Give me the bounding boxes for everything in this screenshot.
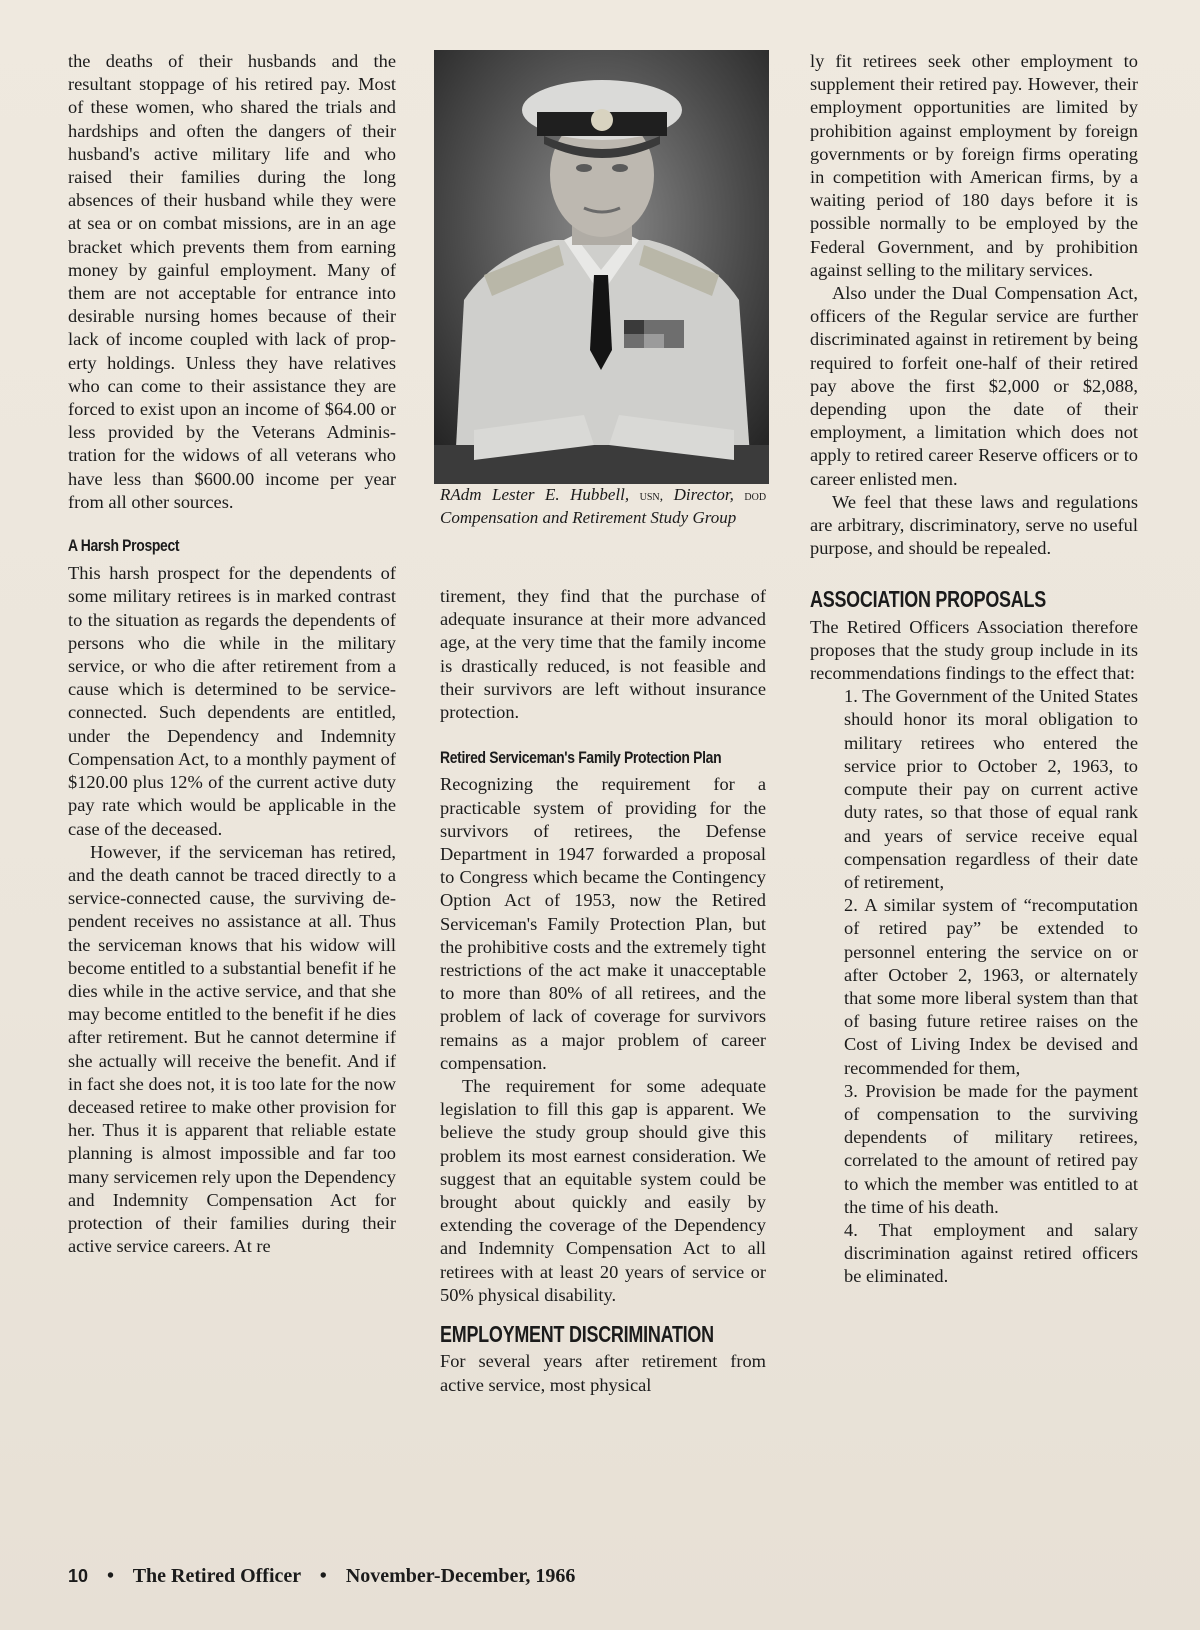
caption-role: Director, (673, 485, 734, 504)
issue-date: November-December, 1966 (345, 1565, 576, 1587)
section-heading-large: ASSOCIATION PROPOSALS (810, 586, 1046, 613)
publication-title: The Retired Officer (132, 1565, 301, 1587)
footer-bullet: • (107, 1565, 115, 1587)
paragraph: the deaths of their husbands and the resultant stoppage of his retired pay. Most of these women, who shared the trials and hardships and often the dangers of their husband's active military life and who raised their families during the long absences of their husband while they were at sea or on combat missions, are in an age bracket which prevents them from earning money by gainful employment. Many of them are not acceptable for entrance into desirable nursing homes because of their lack of income coupled with lack of property holdings. Unless they have relatives who can come to their assistance they are forced to exist upon an income of $64.00 or less provided by the Veterans Administration for the widows of all veterans who have less than $600.00 income per year from all other sources. (68, 51, 396, 512)
portrait-photo (434, 50, 769, 484)
footer-bullet: • (319, 1565, 327, 1587)
page-number: 10 (68, 1566, 89, 1586)
paragraph: Recognizing the requirement for a practicable system of providing for the survivors of retirees, the Defense Department in 1947 forwarded a proposal to Congress which became the Contingency Option Act of 1953, now the Retired Serviceman's Family Protection Plan, but the prohibitive costs and the extremely tight restrictions of the act make it unacceptable to more than 80% of all retirees, and the problem of lack of coverage for survivors remains as a major problem of career compensation. (440, 774, 766, 1073)
caption-name: RAdm Lester E. Hubbell, (440, 485, 630, 504)
photo-caption (440, 484, 766, 528)
paragraph: The Retired Officers Association therefore proposes that the study group include in its recommendations findings to the effect that: (810, 616, 1138, 684)
caption-group: Compensation and Retirement Study Group (440, 508, 737, 527)
section-heading: Retired Serviceman's Family Protection Plan (440, 748, 722, 768)
paragraph: However, if the serviceman has retired, and the death cannot be traced directly to a service-connected cause, the surviving dependent receives no assistance at all. Thus the serviceman knows that his widow will become entitled to a substantial benefit if he dies while in the active service, and that she may become entitled to the benefit if he dies after retirement. But he cannot determine if she actually will receive the benefit. And if in fact she does not, it is too late for the now deceased retiree to make other provision for her. Thus it is apparent that reliable estate planning is almost impossible and far too many servicemen rely upon the Dependency and Indemnity Compensation Act for protection of their families during their active service careers. At re (68, 841, 396, 1257)
paragraph: We feel that these laws and regulations are arbitrary, discriminatory, serve no useful purpose, and should be repealed. (810, 491, 1138, 559)
officer-portrait-image (434, 50, 769, 484)
proposal-item: 1. The Government of the United States should honor its moral obligation to military retirees who entered the service prior to October 2, 1963, to compute their pay on current active duty rates, so that those of equal rank and years of service receive equal compensation regardless of their date of retirement, (844, 686, 1138, 892)
paragraph: This harsh prospect for the dependents of some military retirees is in marked contrast to the situation as regards the dependents of persons who die while in the military service, or who die after retirement from a cause which is determined to be service-connected. Such dependents are entitled, under the Dependency and Indemnity Compensation Act, to a monthly payment of $120.00 plus 12% of the current active duty pay rate which would be applicable in the case of the deceased. (68, 563, 396, 839)
paragraph: tirement, they find that the purchase of adequate insurance at their more advanced age, at the very time that the family income is drastically reduced, is not feasible and their survivors are left without insurance protection. (440, 586, 766, 723)
paragraph: Also under the Dual Compensation Act, officers of the Regular service are further discriminated against in retirement by being required to forfeit one-half of their retired pay above the first $2,000 or $2,088, depending upon the date of their employment, a limitation which does not apply to retired career Reserve officers or to career enlisted men. (810, 283, 1138, 489)
section-heading-large: EMPLOYMENT DISCRIMINATION (440, 1321, 714, 1348)
proposal-item: 4. That employment and salary discrimination against retired officers be eliminated. (844, 1219, 1138, 1287)
column-middle (440, 50, 766, 1397)
paragraph: For several years after retirement from active service, most physical (440, 1351, 766, 1395)
paragraph: ly fit retirees seek other employment to supplement their retired pay. However, their employment opportunities are limited by prohibition against employment by foreign governments or by foreign firms operating in competition with American firms, by a waiting period of 180 days before it is possible normally to be employed by the Federal Government, and by prohibition against selling to the military services. (810, 51, 1138, 280)
caption-service: usn, (639, 489, 664, 504)
caption-dod: dod (744, 489, 767, 504)
section-heading: A Harsh Prospect (68, 536, 180, 556)
proposal-item: 2. A similar system of “recomputation of retired pay” be extended to personnel entering the service on or after October 2, 1963, or alternately that some more liberal system than that of basing future retiree raises on the Cost of Living Index be devised and recommended for them, (844, 895, 1138, 1078)
proposal-list (810, 685, 1138, 1288)
page-footer (68, 1565, 575, 1588)
proposal-item: 3. Provision be made for the payment of compensation to the surviving dependents of military retirees, correlated to the amount of retired pay to which the member was entitled to at the time of his death. (844, 1080, 1138, 1217)
paragraph: The requirement for some adequate legislation to fill this gap is apparent. We believe the study group should give this problem its most earnest consideration. We suggest that an equitable system could be brought about quickly and easily by extending the coverage of the Dependency and Indemnity Compensation Act to all retirees with at least 20 years of service or 50% physical disability. (440, 1076, 766, 1305)
column-right (810, 50, 1138, 1289)
column-left (68, 50, 396, 1258)
